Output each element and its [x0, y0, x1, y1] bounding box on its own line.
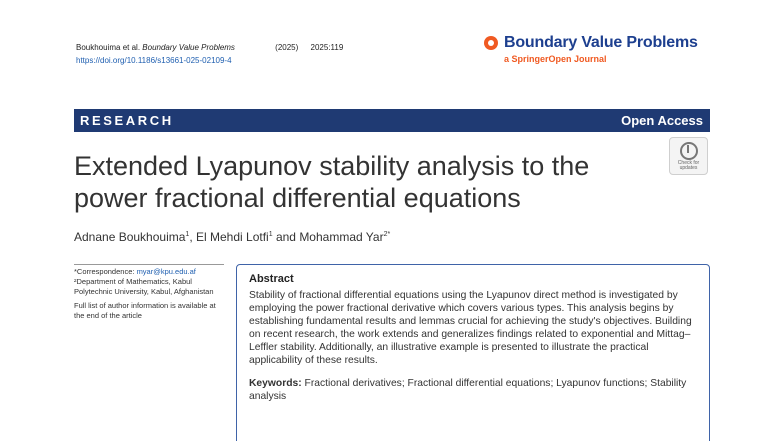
- keywords-text: Fractional derivatives; Fractional differential equations; Lyapunov functions; Stability analysis: [249, 378, 687, 402]
- abstract-heading: Abstract: [249, 273, 294, 285]
- correspondence-divider: [74, 264, 224, 265]
- author-and: and: [272, 230, 300, 244]
- keywords-label: Keywords:: [249, 378, 302, 389]
- check-for-updates-label-1: Check for: [677, 160, 700, 166]
- citation-authors: Boukhouima et al.: [76, 43, 141, 52]
- journal-subtitle: a SpringerOpen Journal: [504, 54, 607, 64]
- doi-link[interactable]: https://doi.org/10.1186/s13661-025-02109-4: [76, 56, 232, 65]
- article-type-label: RESEARCH: [80, 113, 174, 128]
- check-for-updates-icon: [680, 142, 698, 160]
- correspondence-block: [74, 264, 224, 321]
- article-title: Extended Lyapunov stability analysis to the power fractional differential equations: [74, 151, 590, 213]
- citation-header: [76, 41, 343, 67]
- author-affiliation-mark: 1: [185, 231, 190, 238]
- author-name[interactable]: El Mehdi Lotfi: [196, 230, 269, 244]
- open-access-label: Open Access: [621, 113, 703, 128]
- author-name[interactable]: Adnane Boukhouima: [74, 230, 186, 244]
- author-info-note: Full list of author information is available at the end of the article: [74, 301, 216, 320]
- keywords-line: [249, 377, 697, 403]
- author-affiliation-mark: 2*: [383, 231, 391, 238]
- correspondence-label: *Correspondence:: [74, 267, 135, 276]
- check-for-updates-button[interactable]: [669, 137, 708, 175]
- affiliation-text: ²Department of Mathematics, Kabul Polytechnic University, Kabul, Afghanistan: [74, 277, 214, 296]
- springeropen-logo-icon: [484, 36, 498, 50]
- author-affiliation-mark: 1: [268, 231, 273, 238]
- correspondence-email[interactable]: myar@kpu.edu.af: [136, 267, 196, 276]
- check-for-updates-label-2: updates: [679, 165, 698, 171]
- abstract-panel: [236, 264, 710, 441]
- author-separator: ,: [189, 230, 196, 244]
- abstract-text: Stability of fractional differential equations using the Lyapunov direct method is investigated by employing the power fractional derivative which covers various types. This analysis begins by establishing fundamental results and lemmas crucial for achieving the study's objectives. Building on recent research, the work extends and generalizes findings related to exponential and Mittag–Leffler stability. Additionally, an illustrative example is presented to illustrate the practical applicability of these results.: [249, 290, 692, 366]
- citation-line: [76, 41, 343, 54]
- author-list: [74, 230, 390, 244]
- journal-brand[interactable]: [484, 34, 698, 64]
- citation-page: 2025:119: [310, 43, 344, 52]
- author-name[interactable]: Mohammad Yar: [299, 230, 384, 244]
- article-type-banner: [74, 109, 710, 132]
- citation-year: (2025): [275, 43, 299, 52]
- journal-name: Boundary Value Problems: [504, 34, 698, 51]
- citation-journal: Boundary Value Problems: [142, 43, 235, 52]
